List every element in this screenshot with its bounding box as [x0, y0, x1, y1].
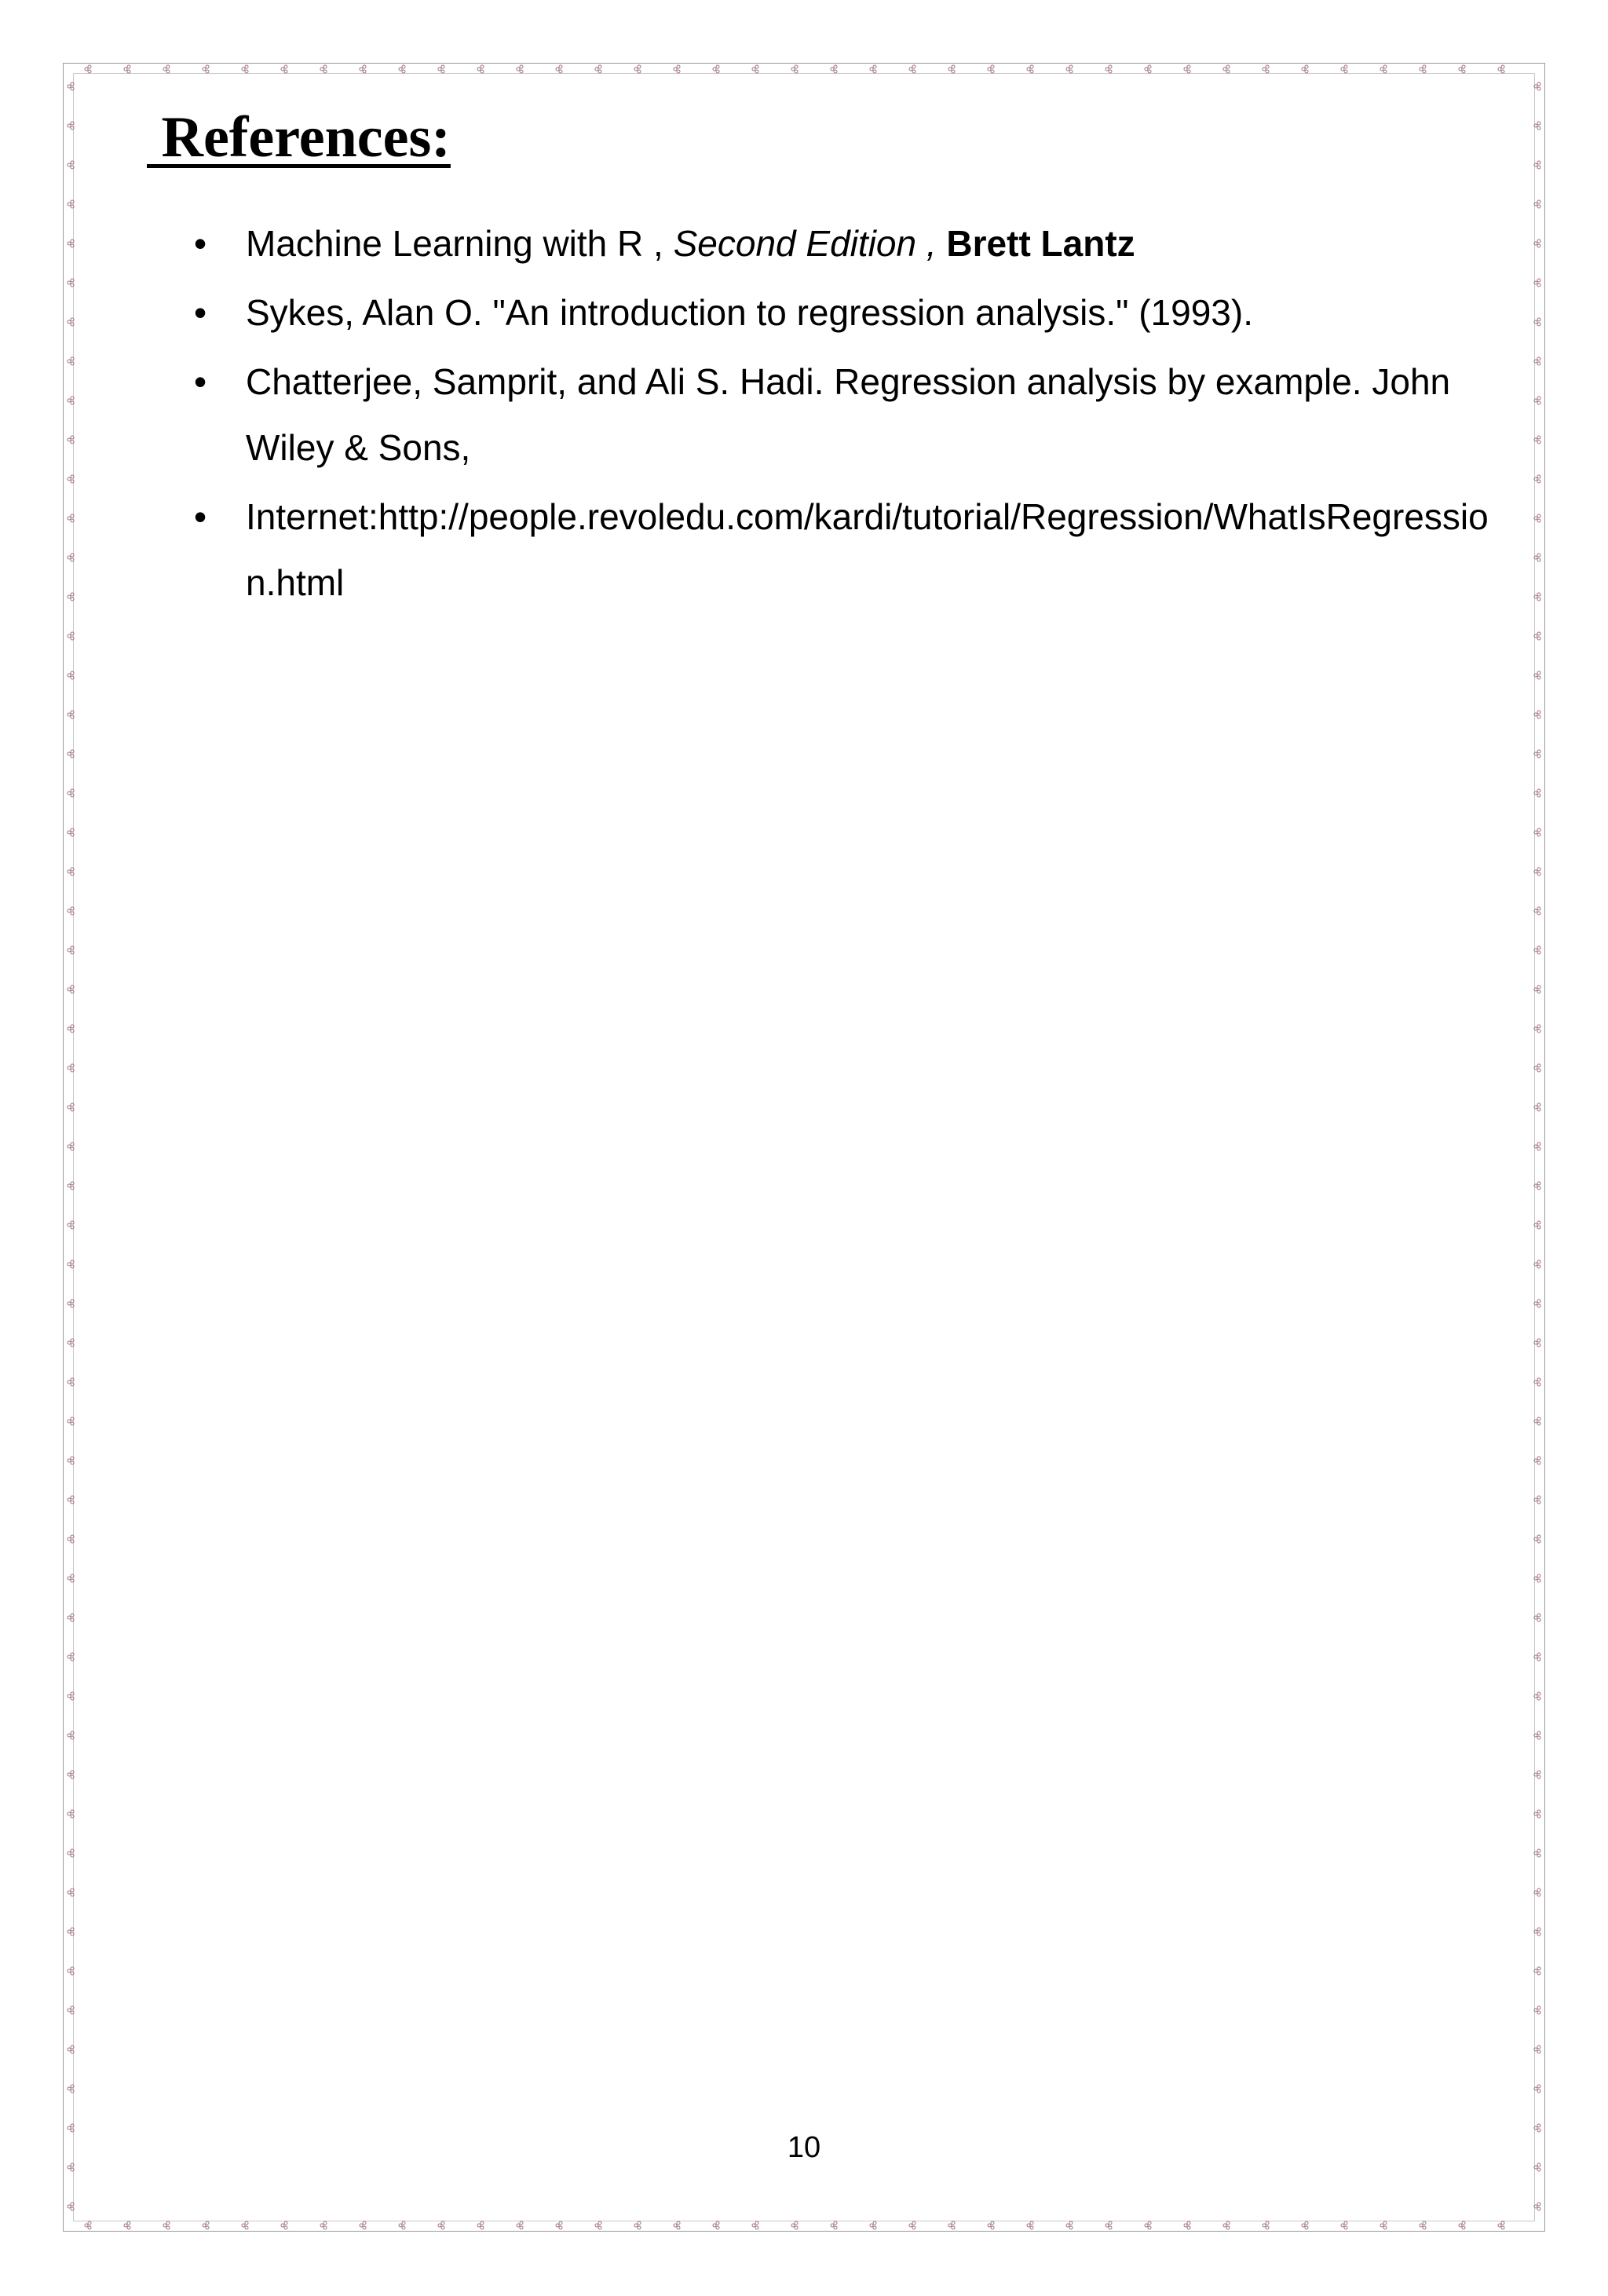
reference-item-3 [194, 349, 1518, 481]
references-list [194, 210, 1518, 619]
reference-edition: Second Edition , [673, 223, 947, 264]
references-heading: References: [147, 105, 451, 170]
reference-item-2 [194, 280, 1518, 345]
bullet-icon: • [194, 496, 207, 537]
page-number: 10 [787, 2131, 821, 2164]
bullet-icon: • [194, 292, 207, 333]
reference-item-1 [194, 210, 1518, 276]
reference-text: Sykes, Alan O. "An introduction to regression analysis." (1993). [246, 292, 1253, 333]
reference-author: Brett Lantz [946, 223, 1135, 264]
reference-title: Machine Learning with R , [246, 223, 674, 264]
bullet-icon: • [194, 223, 207, 264]
bullet-icon: • [194, 361, 207, 402]
reference-url: Internet:http://people.revoledu.com/kardi/tutorial/Regression/WhatIsRegression.html [246, 496, 1489, 603]
reference-text: Chatterjee, Samprit, and Ali S. Hadi. Regression analysis by example. John Wiley & Sons, [246, 361, 1451, 468]
reference-item-4 [194, 484, 1518, 616]
